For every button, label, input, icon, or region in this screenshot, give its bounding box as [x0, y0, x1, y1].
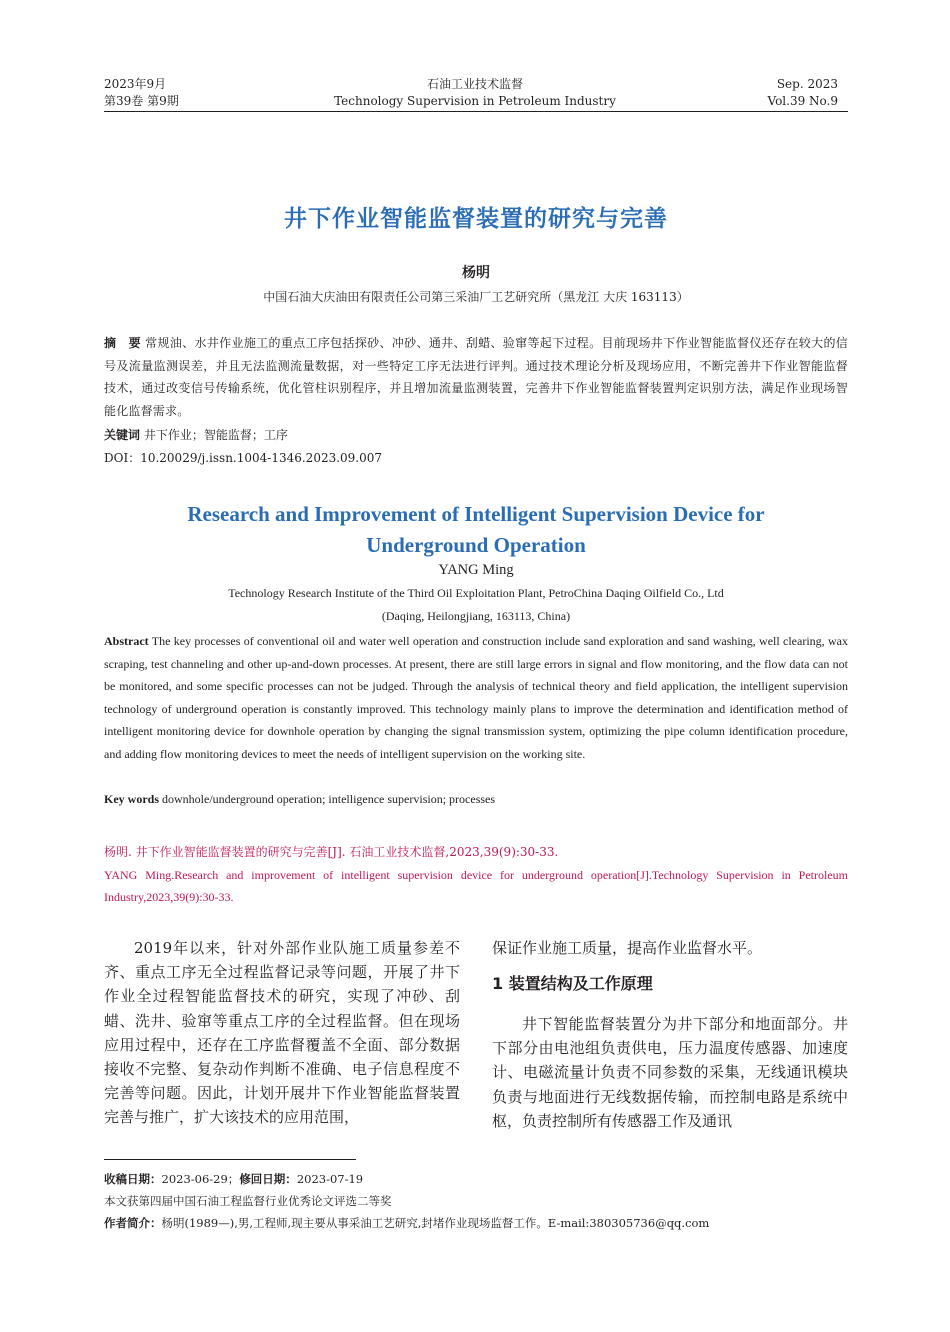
body-right-continuation: 保证作业施工质量，提高作业监督水平。	[492, 939, 763, 957]
paper-title-en-line2: Underground Operation	[366, 533, 586, 557]
author-zh: 杨明	[462, 265, 490, 281]
header-date-zh: 2023年9月	[104, 77, 167, 91]
abstract-en-label: Abstract	[104, 634, 149, 648]
affiliation-en-line2: (Daqing, Heilongjiang, 163113, China)	[381, 609, 571, 623]
footnote-dates	[104, 1169, 848, 1189]
keywords-en	[104, 789, 848, 809]
section-heading-1: 1 装置结构及工作原理	[492, 974, 653, 993]
footnote-award: 本文获第四届中国石油工程监督行业优秀论文评选二等奖	[104, 1194, 392, 1208]
author-bio-label: 作者简介：	[104, 1216, 162, 1230]
affiliation-en-line1: Technology Research Institute of the Third Oil Exploitation Plant, PetroChina Daqing Oilfield Co., Ltd	[228, 586, 724, 600]
footnote-author-bio	[104, 1213, 848, 1233]
header-journal	[300, 76, 650, 110]
header-journal-en: Technology Supervision in Petroleum Industry	[334, 94, 616, 108]
abstract-en	[104, 630, 848, 766]
header-date-en: Sep. 2023	[776, 77, 838, 91]
header-issue-en	[640, 76, 838, 110]
abstract-en-text: The key processes of conventional oil and water well operation and construction include sand exploration and sand washing, well clearing, wax scraping, test channeling and other up-and-down processes. At present, there are still large errors in signal and flow monitoring, and the flow data can not be monitored, and some specific processes can not be judged. Through the analysis of technical theory and field application, the intelligent supervision technology of underground operation is constantly improved. This technology mainly plans to improve the determination and identification method of intelligent monitoring device for downhole operation by changing the signal transmission system, optimizing the pipe column identification procedure, and adding flow monitoring devices to meet the needs of intelligent supervision on the working site.	[104, 634, 848, 761]
keywords-zh	[104, 424, 848, 447]
footnote-divider	[104, 1159, 356, 1160]
header-volume-en: Vol.39 No.9	[767, 94, 838, 108]
abstract-zh-text: 常规油、水井作业施工的重点工序包括探砂、冲砂、通井、刮蜡、验窜等起下过程。目前现场井下作业智能监督仪还存在较大的信号及流量监测误差，并且无法监测流量数据，对一些特定工序无法进行评判。通过技术理论分析及现场应用，不断完善井下作业智能监督技术，通过改变信号传输系统，优化管柱识别程序，并且增加流量监测装置，完善井下作业智能监督装置判定识别方法，满足作业现场智能化监督需求。	[104, 336, 848, 418]
header-volume-zh: 第39卷 第9期	[104, 94, 179, 108]
keywords-en-text: downhole/underground operation; intelligence supervision; processes	[162, 792, 496, 806]
paper-title-en-line1: Research and Improvement of Intelligent Supervision Device for	[187, 502, 765, 526]
author-bio-text: 杨明(1989—),男,工程师,现主要从事采油工艺研究,封堵作业现场监督工作。E-mail:380305736@qq.com	[161, 1216, 710, 1230]
revised-date: 2023-07-19	[296, 1172, 364, 1186]
body-intro-paragraph: 2019年以来，针对外部作业队施工质量参差不齐、重点工序无全过程监督记录等问题，开展了井下作业全过程智能监督技术的研究，实现了冲砂、刮蜡、洗井、验窜等重点工序的全过程监督。但在现场应用过程中，还存在工序监督覆盖不全面、部分数据接收不完整、复杂动作判断不准确、电子信息程度不完善等问题。因此，计划开展井下作业智能监督装置完善与推广，扩大该技术的应用范围，	[104, 939, 460, 1127]
doi: DOI：10.20029/j.issn.1004-1346.2023.09.007	[104, 451, 383, 465]
header-journal-zh: 石油工业技术监督	[426, 77, 523, 91]
body-right-column	[492, 1012, 848, 1133]
revised-label: 修回日期：	[239, 1172, 297, 1186]
citation-zh: 杨明. 井下作业智能监督装置的研究与完善[J]. 石油工业技术监督,2023,39(9):30-33.	[104, 845, 559, 859]
citation-en: YANG Ming.Research and improvement of intelligent supervision device for underground operation[J].Technology Supervision in Petroleum Industry,2023,39(9):30-33.	[104, 868, 848, 904]
paper-title-en	[104, 499, 848, 561]
keywords-en-label: Key words	[104, 792, 159, 806]
keywords-zh-label: 关键词	[104, 428, 141, 442]
author-en: YANG Ming	[438, 562, 514, 578]
body-left-column	[104, 936, 460, 1130]
received-label: 收稿日期：	[104, 1172, 162, 1186]
received-date: 2023-06-29；	[161, 1172, 240, 1186]
abstract-zh-label: 摘 要	[104, 336, 141, 350]
affiliation-zh: 中国石油大庆油田有限责任公司第三采油厂工艺研究所（黑龙江 大庆 163113）	[263, 290, 689, 304]
body-section1-paragraph: 井下智能监督装置分为井下部分和地面部分。井下部分由电池组负责供电，压力温度传感器、加速度计、电磁流量计负责不同参数的采集，无线通讯模块负责与地面进行无线数据传输，而控制电路是系统中枢，负责控制所有传感器工作及通讯	[492, 1015, 848, 1130]
abstract-zh	[104, 332, 848, 422]
header-issue-zh	[104, 76, 304, 110]
header-divider	[104, 111, 848, 112]
paper-title-zh: 井下作业智能监督装置的研究与完善	[284, 206, 668, 232]
keywords-zh-text: 井下作业；智能监督；工序	[143, 428, 288, 442]
